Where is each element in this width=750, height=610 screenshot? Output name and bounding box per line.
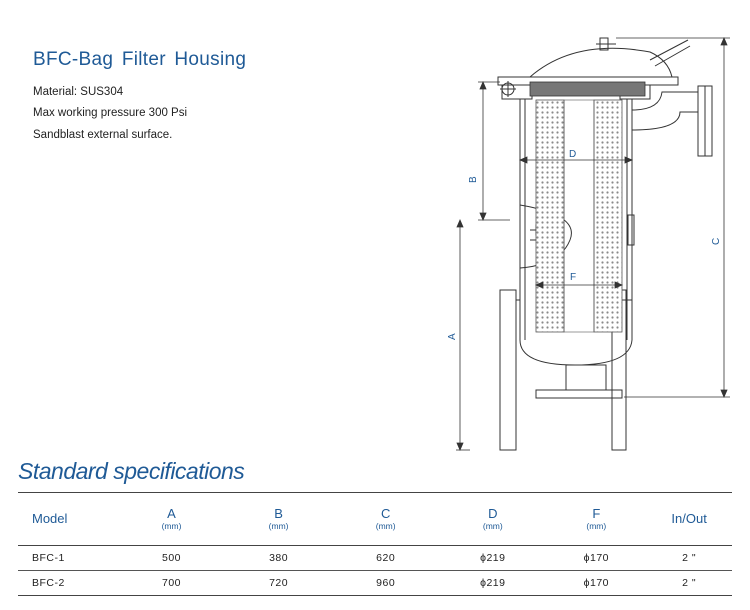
- spec-material: Material: SUS304: [33, 86, 124, 98]
- dim-label-b: B: [468, 176, 479, 183]
- col-a-header: A (mm): [161, 506, 182, 531]
- col-inout-header: In/Out: [671, 511, 707, 526]
- col-model-header: Model: [32, 511, 68, 526]
- cell-inout: 2 ": [682, 577, 697, 589]
- cell-c: 620: [376, 552, 396, 564]
- dim-label-c: C: [711, 237, 722, 245]
- cell-d: ϕ219: [480, 577, 506, 589]
- cell-c: 960: [376, 577, 396, 589]
- table-row: [18, 546, 732, 571]
- filter-housing-diagram: [447, 30, 740, 470]
- col-c-header: C (mm): [375, 506, 396, 531]
- spec-table: [18, 492, 732, 596]
- spec-pressure: Max working pressure 300 Psi: [33, 107, 188, 119]
- col-b-header: B (mm): [268, 506, 289, 531]
- col-d-header: D (mm): [482, 506, 503, 531]
- spec-surface: Sandblast external surface.: [33, 129, 173, 141]
- col-f-header: F (mm): [586, 506, 607, 531]
- cell-f: ϕ170: [583, 577, 609, 589]
- dim-label-d: D: [569, 149, 577, 160]
- cell-b: 380: [269, 552, 289, 564]
- cell-d: ϕ219: [480, 552, 506, 564]
- table-row: [18, 571, 732, 596]
- cell-model: BFC-1: [32, 552, 65, 564]
- cell-a: 500: [161, 552, 182, 564]
- dim-label-a: A: [447, 333, 458, 340]
- cell-model: BFC-2: [32, 577, 65, 589]
- dim-label-f: F: [570, 272, 577, 283]
- cell-f: ϕ170: [583, 552, 609, 564]
- page-title: BFC-Bag Filter Housing: [33, 49, 247, 70]
- cell-inout: 2 ": [682, 552, 697, 564]
- table-header-row: [18, 493, 732, 546]
- cell-b: 720: [269, 577, 289, 589]
- section-title: Standard specifications: [18, 458, 245, 484]
- cell-a: 700: [161, 577, 182, 589]
